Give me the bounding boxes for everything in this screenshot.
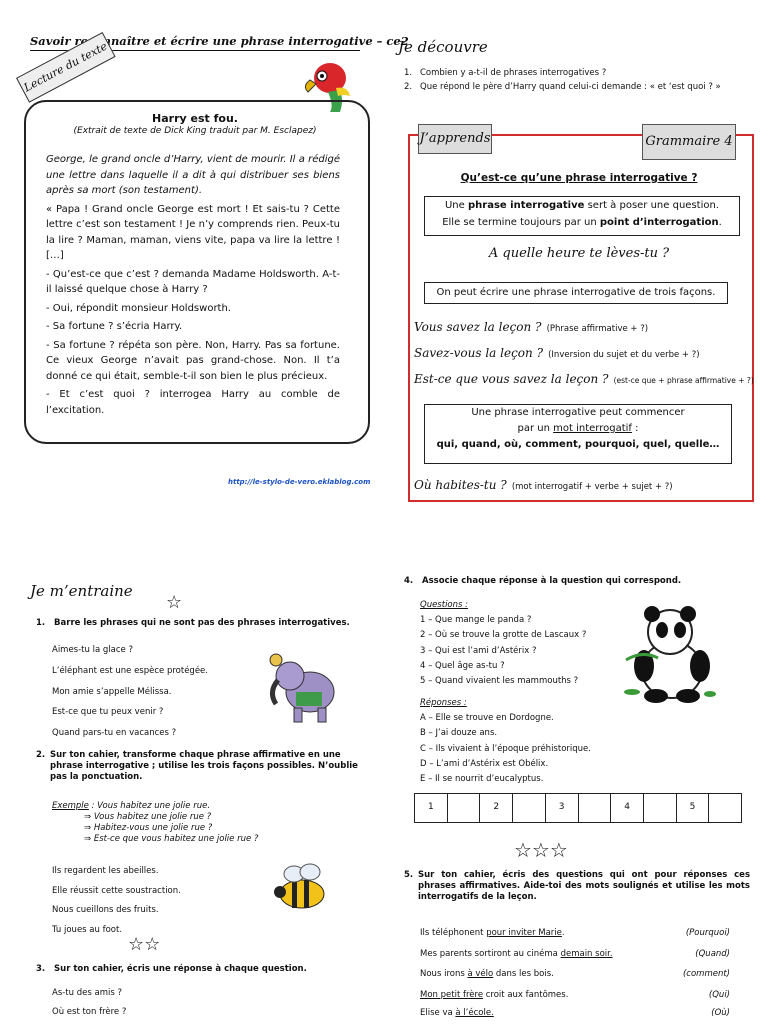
decouvre-heading: Je découvre	[398, 38, 488, 56]
grid-cell: 1	[415, 794, 448, 822]
elephant-illustration	[266, 652, 342, 726]
exercise-1-instruction: 1. Barre les phrases qui ne sont pas des phrases interrogatives.	[36, 618, 350, 628]
definition-box: Une phrase interrogative sert à poser une question. Elle se termine toujours par un point d’interrogation.	[424, 196, 740, 236]
answer-item: A – Elle se trouve en Dordogne.	[420, 713, 554, 724]
story-paragraph: George, le grand oncle d’Harry, vient de mourir. Il a rédigé une lettre dans laquelle il a dit à qui distribuer ses biens après sa mort (son testament).	[46, 154, 340, 196]
grid-cell: 4	[611, 794, 644, 822]
exercise-3	[36, 964, 366, 975]
exercise-3-list	[52, 984, 272, 1022]
decouvre-item: 2. Que répond le père d’Harry quand celui-ci demande : « et ‘est quoi ? »	[404, 82, 721, 93]
story-title: Harry est fou.	[152, 112, 238, 125]
exercise-2	[36, 750, 366, 783]
list-item[interactable]: Quand pars-tu en vacances ?	[52, 728, 177, 739]
grammar-tab: Grammaire 4	[642, 124, 736, 160]
answer-item: D – L’ami d’Astérix est Obélix.	[420, 758, 549, 769]
question-item: 5 – Quand vivaient les mammouths ?	[420, 676, 579, 687]
list-item: As-tu des amis ?	[52, 988, 122, 998]
list-item[interactable]: Aimes-tu la glace ?	[52, 645, 133, 655]
credit-link[interactable]: http://le-stylo-de-vero.eklablog.com	[228, 478, 371, 486]
exercise-5-instruction: 5. Sur ton cahier, écris des questions qui ont pour réponses ces phrases affirmatives. Aide-toi des mots soulignés et utilise les mots interrogatifs de la leçon.	[404, 870, 750, 903]
ex5-row: Elise va à l’école. (Où)	[420, 1008, 730, 1018]
grid-cell[interactable]	[579, 794, 612, 822]
arrow-icon: ⇒	[84, 823, 92, 834]
grid-cell[interactable]	[644, 794, 677, 822]
question-item: 4 – Quel âge as-tu ?	[420, 660, 505, 671]
decouvre-item: 1. Combien y a-t-il de phrases interrogatives ?	[404, 68, 607, 78]
exercise-4-instruction: 4. Associe chaque réponse à la question qui correspond.	[404, 576, 682, 586]
way-item: Est-ce que vous savez la leçon ? (est-ce que + phrase affirmative + ?)	[414, 372, 754, 386]
exercise-2-instruction: 2. Sur ton cahier, transforme chaque phrase affirmative en une phrase interrogative ; utilise les trois façons possibles. N’oublie pas la ponctuation.	[36, 750, 358, 783]
question-item: 2 – Où se trouve la grotte de Lascaux ?	[420, 630, 587, 641]
story-paragraph: « Papa ! Grand oncle George est mort ! Et sais-tu ? Cette lettre c’est son testament ! Je n’y comprends rien. Peux-tu la lire ? Maman, maman, viens vite, papa va lire la lettre ! […]	[46, 203, 340, 261]
list-item: Tu joues au foot.	[52, 924, 123, 935]
decouvre-list	[404, 66, 744, 94]
star-level-2: ☆☆	[128, 934, 161, 955]
story-paragraph: - Et c’est quoi ? interrogea Harry au comble de l’excitation.	[46, 389, 340, 416]
list-item[interactable]: Est-ce que tu peux venir ?	[52, 707, 164, 718]
exercise-3-instruction: 3. Sur ton cahier, écris une réponse à chaque question.	[36, 964, 307, 974]
three-ways-box: On peut écrire une phrase interrogative de trois façons.	[424, 282, 728, 304]
list-item: Elle réussit cette soustraction.	[52, 885, 181, 896]
star-level-3: ☆☆☆	[514, 838, 568, 862]
story-paragraph: - Sa fortune ? s’écria Harry.	[46, 321, 183, 332]
way-item: Savez-vous la leçon ? (Inversion du sujet et du verbe + ?)	[414, 346, 700, 360]
exercise-1-list	[52, 640, 272, 744]
story-paragraph: - Qu’est-ce que c’est ? demanda Madame Holdsworth. A-t-il laissé quelque chose à Harry ?	[46, 268, 340, 295]
interrogative-words-box: Une phrase interrogative peut commencer par un mot interrogatif : qui, quand, où, comment, pourquoi, quel, quelle…	[424, 404, 732, 464]
answer-item: B – J’ai douze ans.	[420, 728, 498, 739]
grid-cell[interactable]	[448, 794, 481, 822]
ex5-row: Nous irons à vélo dans les bois. (comment)	[420, 969, 730, 979]
ex5-row: Mon petit frère croit aux fantômes. (Qui)	[420, 990, 730, 1000]
story-paragraph: - Sa fortune ? répéta son père. Non, Harry. Pas sa fortune. Ce vieux George n’avait pas grand-chose. Non. Il t’a donné ce qui était, semble-t-il son bien le plus précieux.	[46, 339, 340, 382]
ex5-row: Mes parents sortiront au cinéma demain soir. (Quand)	[420, 949, 730, 959]
arrow-item: ⇒ Est-ce que vous habitez une jolie rue ?	[84, 834, 259, 845]
grid-cell[interactable]	[709, 794, 741, 822]
arrow-item: ⇒ Vous habitez une jolie rue ?	[84, 812, 212, 823]
grid-cell[interactable]	[513, 794, 546, 822]
arrow-icon: ⇒	[84, 834, 92, 845]
exercise-4-answers: Réponses : A – Elle se trouve en Dordogne. B – J’ai douze ans. C – Ils vivaient à l’époque préhistorique. D – L’ami d’Astérix est Obélix. E – Il se nourrit d’eucalyptus.	[420, 696, 740, 787]
exercise-2-list	[52, 862, 272, 940]
lecture-tag: Lecture du texte	[16, 32, 116, 103]
answer-item: E – Il se nourrit d’eucalyptus.	[420, 774, 544, 785]
grid-cell: 3	[546, 794, 579, 822]
story-source: (Extrait de texte de Dick King traduit par M. Esclapez)	[73, 126, 317, 136]
final-example: Où habites-tu ? (mot interrogatif + verbe + sujet + ?)	[414, 478, 673, 492]
exercise-2-example: Exemple : Vous habitez une jolie rue. ⇒ Vous habitez une jolie rue ? ⇒ Habitez-vous une jolie rue ? ⇒ Est-ce que vous habitez une jolie rue ?	[52, 801, 352, 845]
arrow-item: ⇒ Habitez-vous une jolie rue ?	[84, 823, 213, 834]
star-level-1: ☆	[166, 592, 183, 613]
ex5-row: Ils téléphonent pour inviter Marie. (Pourquoi)	[420, 928, 730, 938]
bee-illustration	[272, 862, 330, 914]
question-item: 1 – Que mange le panda ?	[420, 615, 532, 626]
list-item[interactable]: Mon amie s’appelle Mélissa.	[52, 686, 172, 697]
exercise-4-questions: Questions : 1 – Que mange le panda ? 2 – Où se trouve la grotte de Lascaux ? 3 – Qui est l’ami d’Astérix ? 4 – Quel âge as-tu ? 5 – Quand vivaient les mammouths ?	[420, 598, 630, 689]
story-paragraph: - Oui, répondit monsieur Holdsworth.	[46, 302, 231, 314]
worksheet-title: Savoir reconnaître et écrire une phrase interrogative – ce2	[30, 34, 360, 51]
list-item: Nous cueillons des fruits.	[52, 905, 159, 915]
entraine-heading: Je m’entraine	[30, 582, 133, 600]
list-item[interactable]: L’éléphant est une espèce protégée.	[52, 665, 208, 676]
grid-cell: 2	[480, 794, 513, 822]
question-item: 3 – Qui est l’ami d’Astérix ?	[420, 645, 537, 656]
example-handwritten: A quelle heure te lèves-tu ?	[488, 246, 670, 261]
grid-cell: 5	[677, 794, 710, 822]
list-item: Ils regardent les abeilles.	[52, 866, 159, 876]
lesson-question: Qu’est-ce qu’une phrase interrogative ?	[460, 172, 698, 184]
answer-grid	[414, 793, 742, 823]
arrow-icon: ⇒	[84, 812, 92, 823]
apprends-tab: J’apprends	[418, 124, 492, 154]
story-body	[46, 152, 340, 421]
exercise-1	[36, 618, 376, 629]
panda-illustration	[622, 600, 716, 704]
way-item: Vous savez la leçon ? (Phrase affirmative + ?)	[414, 320, 649, 334]
answer-item: C – Ils vivaient à l’époque préhistorique.	[420, 743, 591, 754]
list-item: Où est ton frère ?	[52, 1007, 127, 1017]
ways-list	[414, 316, 754, 394]
